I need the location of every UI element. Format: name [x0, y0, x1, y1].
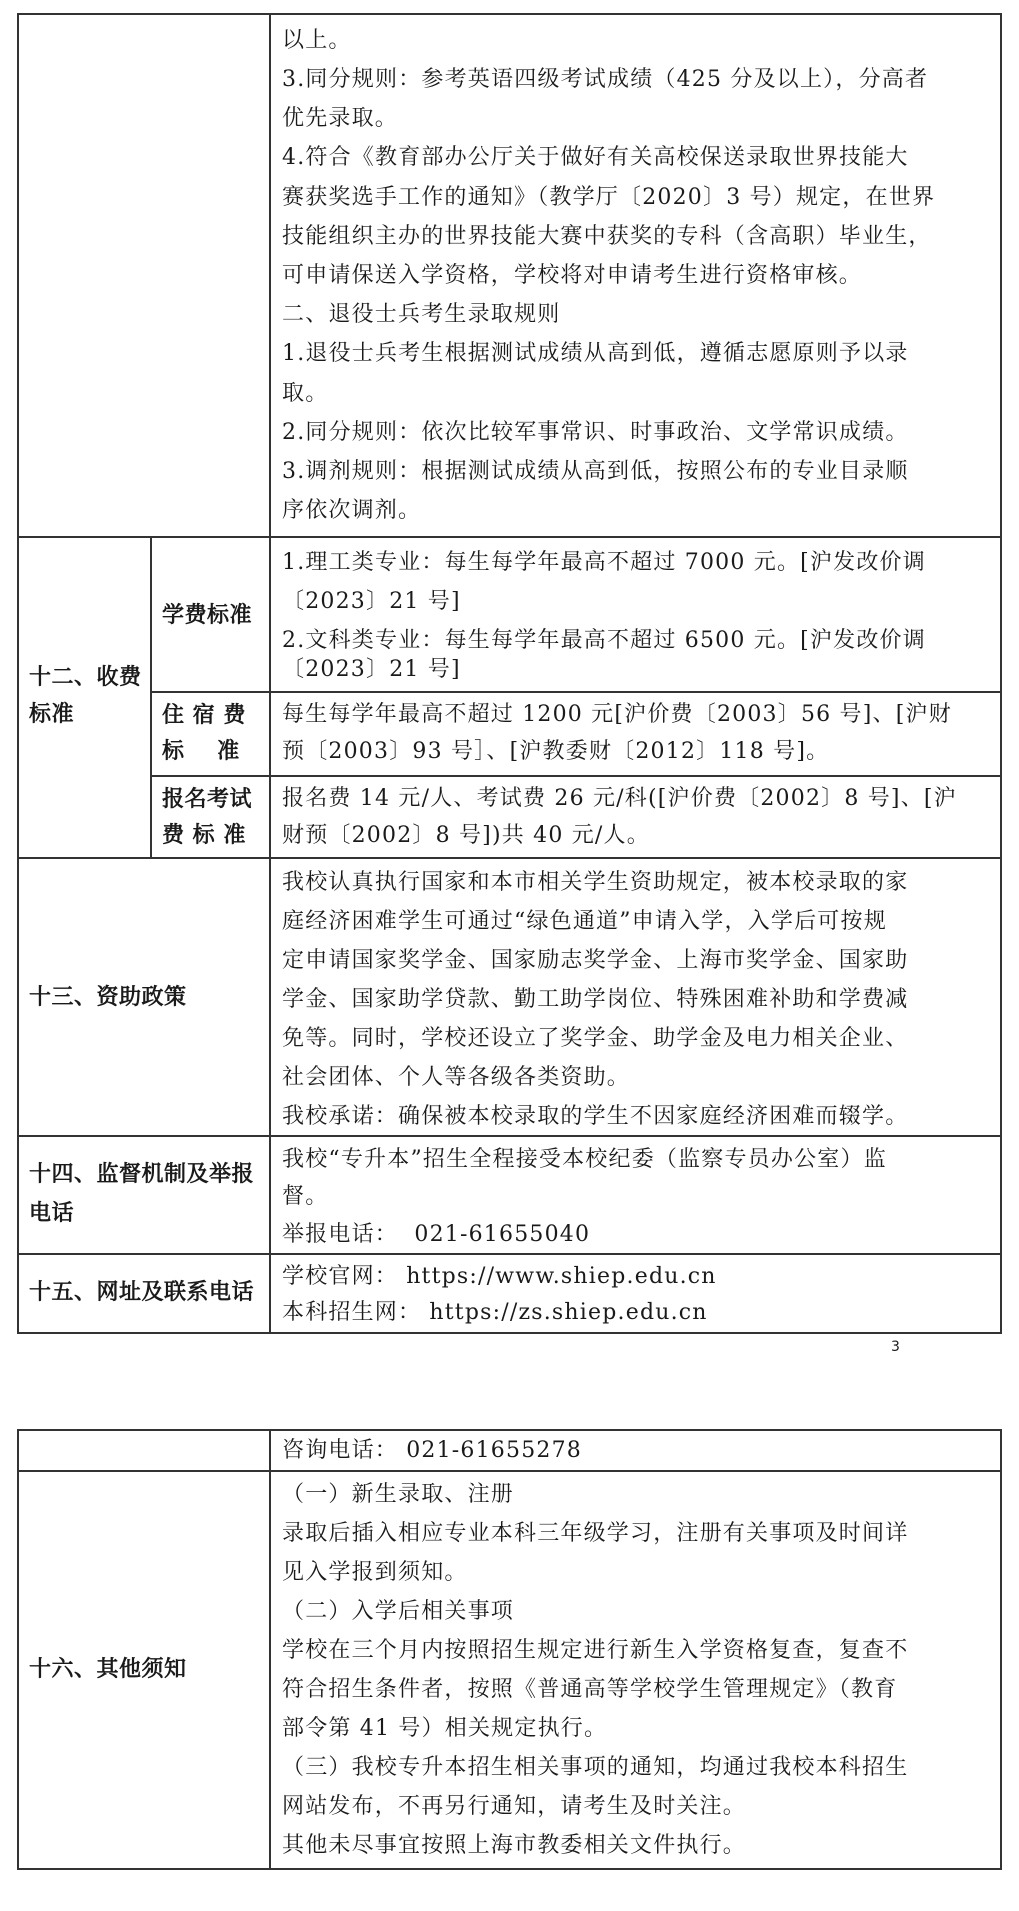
text-line: 取。	[282, 381, 329, 406]
registration-line: 报名费 14 元/人、考试费 26 元/科([沪价费〔2002〕8 号]、[沪	[282, 786, 957, 811]
supervision-line: 督。	[282, 1184, 329, 1209]
registration-line: 财预〔2002〕8 号])共 40 元/人。	[282, 823, 650, 848]
supervision-section-label: 电话	[29, 1201, 75, 1226]
row-rule	[17, 1868, 1002, 1870]
aid-section-label: 十三、资助政策	[29, 985, 187, 1010]
other-line: 学校在三个月内按照招生规定进行新生入学资格复查，复查不	[282, 1638, 909, 1663]
other-line: 符合招生条件者，按照《普通高等学校学生管理规定》（教育	[282, 1677, 898, 1702]
aid-line: 社会团体、个人等各级各类资助。	[282, 1065, 631, 1090]
aid-line: 学金、国家助学贷款、勤工助学岗位、特殊困难补助和学费减	[282, 987, 909, 1012]
text-line: 3.调剂规则：根据测试成绩从高到低，按照公布的专业目录顺	[282, 459, 909, 484]
other-line: 其他未尽事宜按照上海市教委相关文件执行。	[282, 1833, 747, 1858]
lodging-line: 每生每学年最高不超过 1200 元[沪价费〔2003〕56 号]、[沪财	[282, 702, 952, 727]
tuition-label: 学费标准	[162, 603, 253, 628]
other-line: 录取后插入相应专业本科三年级学习，注册有关事项及时间详	[282, 1521, 909, 1546]
row-rule	[17, 1429, 1002, 1431]
col-rule	[1000, 1429, 1002, 1869]
aid-line: 定申请国家奖学金、国家励志奖学金、上海市奖学金、国家助	[282, 948, 909, 973]
text-line: 2.同分规则：依次比较军事常识、时事政治、文学常识成绩。	[282, 420, 909, 445]
tuition-line: 〔2023〕21 号]	[282, 657, 461, 682]
text-line: 技能组织主办的世界技能大赛中获奖的专科（含高职）毕业生，	[282, 224, 932, 249]
tuition-line: 2.文科类专业：每生每学年最高不超过 6500 元。[沪发改价调	[282, 628, 926, 653]
other-line: 见入学报到须知。	[282, 1560, 468, 1585]
consult-phone: 咨询电话： 021-61655278	[282, 1438, 582, 1463]
aid-line: 我校承诺：确保被本校录取的学生不因家庭经济困难而辍学。	[282, 1104, 909, 1129]
aid-line: 庭经济困难学生可通过“绿色通道”申请入学，入学后可按规	[282, 909, 887, 934]
tuition-line: 〔2023〕21 号]	[282, 589, 461, 614]
website-section-label: 十五、网址及联系电话	[29, 1280, 255, 1305]
text-line: 序依次调剂。	[282, 498, 422, 523]
page-number: 3	[891, 1339, 900, 1355]
col-rule	[269, 1429, 271, 1869]
other-line: （二）入学后相关事项	[282, 1599, 515, 1624]
other-line: （一）新生录取、注册	[282, 1482, 515, 1507]
col-rule	[17, 1429, 19, 1869]
text-line: 赛获奖选手工作的通知》（教学厅〔2020〕3 号）规定，在世界	[282, 185, 936, 210]
other-line: 部令第 41 号）相关规定执行。	[282, 1716, 608, 1741]
lodging-label: 住 宿 费	[162, 703, 246, 728]
registration-label: 费 标 准	[162, 823, 246, 848]
school-website-link[interactable]: 学校官网： https://www.shiep.edu.cn	[282, 1264, 717, 1289]
other-section-label: 十六、其他须知	[29, 1657, 187, 1682]
text-line: 可申请保送入学资格，学校将对申请考生进行资格审核。	[282, 263, 863, 288]
other-line: 网站发布，不再另行通知，请考生及时关注。	[282, 1794, 747, 1819]
text-line: 4.符合《教育部办公厅关于做好有关高校保送录取世界技能大	[282, 145, 909, 170]
fees-section-label: 标准	[29, 702, 75, 727]
fees-section-label: 十二、收费	[29, 665, 142, 690]
text-line: 1.退役士兵考生根据测试成绩从高到低，遵循志愿原则予以录	[282, 341, 909, 366]
lodging-line: 预〔2003〕93 号］、[沪教委财〔2012〕118 号]。	[282, 739, 830, 764]
text-line: 以上。	[282, 28, 352, 53]
text-line: 优先录取。	[282, 106, 399, 131]
aid-line: 免等。同时，学校还设立了奖学金、助学金及电力相关企业、	[282, 1026, 909, 1051]
other-line: （三）我校专升本招生相关事项的通知，均通过我校本科招生	[282, 1755, 909, 1780]
text-line: 3.同分规则：参考英语四级考试成绩（425 分及以上），分高者	[282, 67, 929, 92]
supervision-section-label: 十四、监督机制及举报	[29, 1162, 255, 1187]
row-rule	[17, 1470, 1002, 1472]
lodging-label: 标 准	[162, 739, 240, 764]
supervision-line: 我校“专升本”招生全程接受本校纪委（监察专员办公室）监	[282, 1147, 887, 1172]
report-phone: 举报电话： 021-61655040	[282, 1222, 591, 1247]
registration-label: 报名考试	[162, 787, 253, 812]
tuition-line: 1.理工类专业：每生每学年最高不超过 7000 元。[沪发改价调	[282, 550, 926, 575]
text-line: 二、退役士兵考生录取规则	[282, 302, 561, 327]
admission-website-link[interactable]: 本科招生网： https://zs.shiep.edu.cn	[282, 1300, 708, 1325]
aid-line: 我校认真执行国家和本市相关学生资助规定，被本校录取的家	[282, 870, 909, 895]
